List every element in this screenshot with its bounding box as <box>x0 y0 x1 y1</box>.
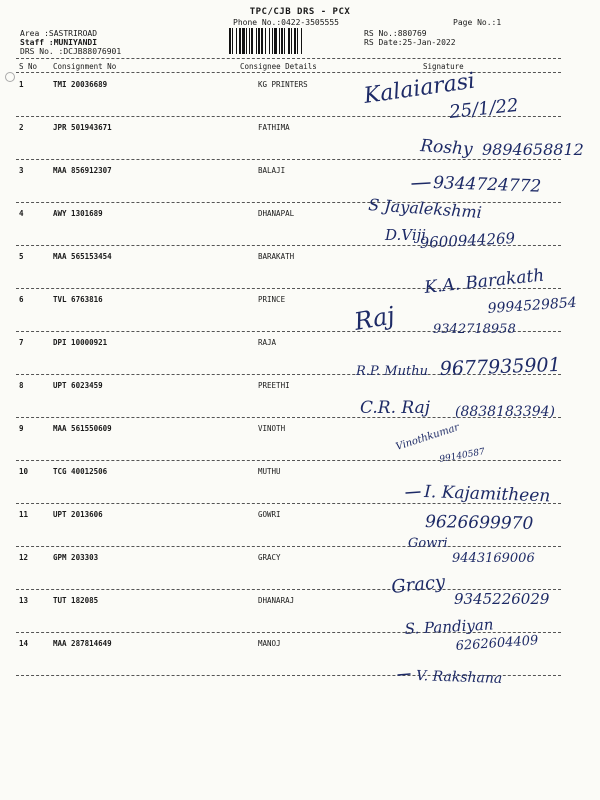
row-consignment-no: TMI 20036689 <box>53 80 108 89</box>
row-sno: 11 <box>19 510 29 519</box>
row-consignment-no: TUT 182085 <box>53 596 99 605</box>
row-consignee: MANOJ <box>258 639 281 648</box>
signature-text: Vinothkumar <box>394 422 461 453</box>
row-sno: 13 <box>19 596 29 605</box>
signature-text: 6262604409 <box>455 633 539 654</box>
header-divider <box>16 58 561 59</box>
row-consignee: BALAJI <box>258 166 286 175</box>
row-sno: 9 <box>19 424 24 433</box>
row-sno: 8 <box>19 381 24 390</box>
row-consignee: BARAKATH <box>258 252 295 261</box>
signature-text: K.A. Barakath <box>423 265 546 298</box>
row-divider <box>16 159 561 160</box>
row-consignment-no: UPT 2013606 <box>53 510 103 519</box>
row-consignment-no: JPR 501943671 <box>53 123 112 132</box>
row-sno: 1 <box>19 80 24 89</box>
signature-text: 9443169006 <box>452 551 535 566</box>
row-consignee: DHANAPAL <box>258 209 295 218</box>
signature-stroke <box>412 183 430 184</box>
drs-number: DRS No. :DCJB88076901 <box>20 47 122 56</box>
signature-text: R.P. Muthu <box>356 364 428 379</box>
rs-number: RS No.:880769 <box>364 29 427 38</box>
column-divider <box>16 72 561 73</box>
row-consignee: VINOTH <box>258 424 286 433</box>
row-consignee: DHANARAJ <box>258 596 295 605</box>
row-consignee: GRACY <box>258 553 281 562</box>
signature-text: C.R. Raj <box>360 398 431 418</box>
signature-text: 9894658812 <box>482 140 584 159</box>
signature-stroke <box>406 492 420 493</box>
row-consignment-no: GPM 203303 <box>53 553 99 562</box>
signature-text: 99140587 <box>438 447 486 465</box>
row-divider <box>16 116 561 117</box>
row-divider <box>16 589 561 590</box>
row-consignment-no: TCG 40012506 <box>53 467 108 476</box>
table-row <box>0 381 600 395</box>
row-consignee: KG PRINTERS <box>258 80 308 89</box>
row-divider <box>16 331 561 332</box>
row-divider <box>16 546 561 547</box>
row-sno: 10 <box>19 467 29 476</box>
col-sno: S No <box>19 62 38 71</box>
signature-text: V. Rakshana <box>415 668 503 688</box>
signature-text: I. Kajamitheen <box>423 482 551 507</box>
table-row <box>0 123 600 137</box>
table-row <box>0 209 600 223</box>
area-label: Area :SASTRIROAD <box>20 29 98 38</box>
row-sno: 2 <box>19 123 24 132</box>
phone-number: Phone No.:0422-3505555 <box>233 18 339 27</box>
row-divider <box>16 245 561 246</box>
row-divider <box>16 460 561 461</box>
staff-label: Staff :MUNIYANDI <box>20 38 98 47</box>
table-row <box>0 596 600 610</box>
row-divider <box>16 632 561 633</box>
row-consignment-no: MAA 856912307 <box>53 166 112 175</box>
document-title: TPC/CJB DRS - PCX <box>249 7 351 17</box>
row-divider <box>16 675 561 676</box>
table-row <box>0 166 600 180</box>
signature-text: (8838183394) <box>455 404 555 420</box>
table-row <box>0 80 600 94</box>
signature-text: 25/1/22 <box>448 94 520 123</box>
row-consignee: FATHIMA <box>258 123 290 132</box>
row-consignee: MUTHU <box>258 467 281 476</box>
row-sno: 7 <box>19 338 24 347</box>
row-consignment-no: MAA 287814649 <box>53 639 112 648</box>
row-consignment-no: MAA 565153454 <box>53 252 112 261</box>
row-sno: 4 <box>19 209 24 218</box>
signature-text: S. Pandiyan <box>404 615 494 638</box>
row-sno: 3 <box>19 166 24 175</box>
table-row <box>0 639 600 653</box>
table-row <box>0 424 600 438</box>
signature-text: S Jayalekshmi <box>367 195 483 222</box>
row-divider <box>16 202 561 203</box>
page-number: Page No.:1 <box>453 18 502 27</box>
signature-text: Gowri <box>408 536 448 551</box>
row-divider <box>16 374 561 375</box>
row-consignment-no: TVL 6763816 <box>53 295 103 304</box>
row-divider <box>16 417 561 418</box>
table-row <box>0 338 600 352</box>
row-consignee: PREETHI <box>258 381 290 390</box>
row-sno: 12 <box>19 553 29 562</box>
signature-text: Raj <box>352 301 397 336</box>
signature-text: 9677935901 <box>439 353 561 380</box>
signature-text: Kalaiarasi <box>362 68 477 109</box>
row-sno: 6 <box>19 295 24 304</box>
row-sno: 14 <box>19 639 29 648</box>
row-divider <box>16 503 561 504</box>
table-row <box>0 467 600 481</box>
table-row <box>0 510 600 524</box>
row-consignee: PRINCE <box>258 295 286 304</box>
signature-text: Gracy <box>390 571 447 598</box>
signature-text: Roshy <box>419 136 474 160</box>
row-consignment-no: UPT 6023459 <box>53 381 103 390</box>
signature-text: 9600944269 <box>419 229 516 252</box>
signature-text: 9994529854 <box>487 294 578 317</box>
row-sno: 5 <box>19 252 24 261</box>
col-signature: Signature <box>423 62 464 71</box>
signature-text: 9626699970 <box>424 512 534 534</box>
signature-text: 9342718958 <box>433 322 516 337</box>
table-row <box>0 553 600 567</box>
row-consignment-no: MAA 561550609 <box>53 424 112 433</box>
row-consignment-no: DPI 10000921 <box>53 338 108 347</box>
rs-date: RS Date:25-Jan-2022 <box>364 38 456 47</box>
row-consignee: GOWRI <box>258 510 281 519</box>
row-consignee: RAJA <box>258 338 277 347</box>
signature-text: 9345226029 <box>454 590 550 608</box>
row-consignment-no: AWY 1301689 <box>53 209 103 218</box>
row-divider <box>16 288 561 289</box>
table-row <box>0 295 600 309</box>
table-row <box>0 252 600 266</box>
signature-text: 9344724772 <box>432 173 542 197</box>
col-consignee: Consignee Details <box>240 62 317 71</box>
barcode <box>229 28 355 54</box>
col-consignment: Consignment No <box>53 62 117 71</box>
signature-text: D.Viji <box>385 226 427 244</box>
